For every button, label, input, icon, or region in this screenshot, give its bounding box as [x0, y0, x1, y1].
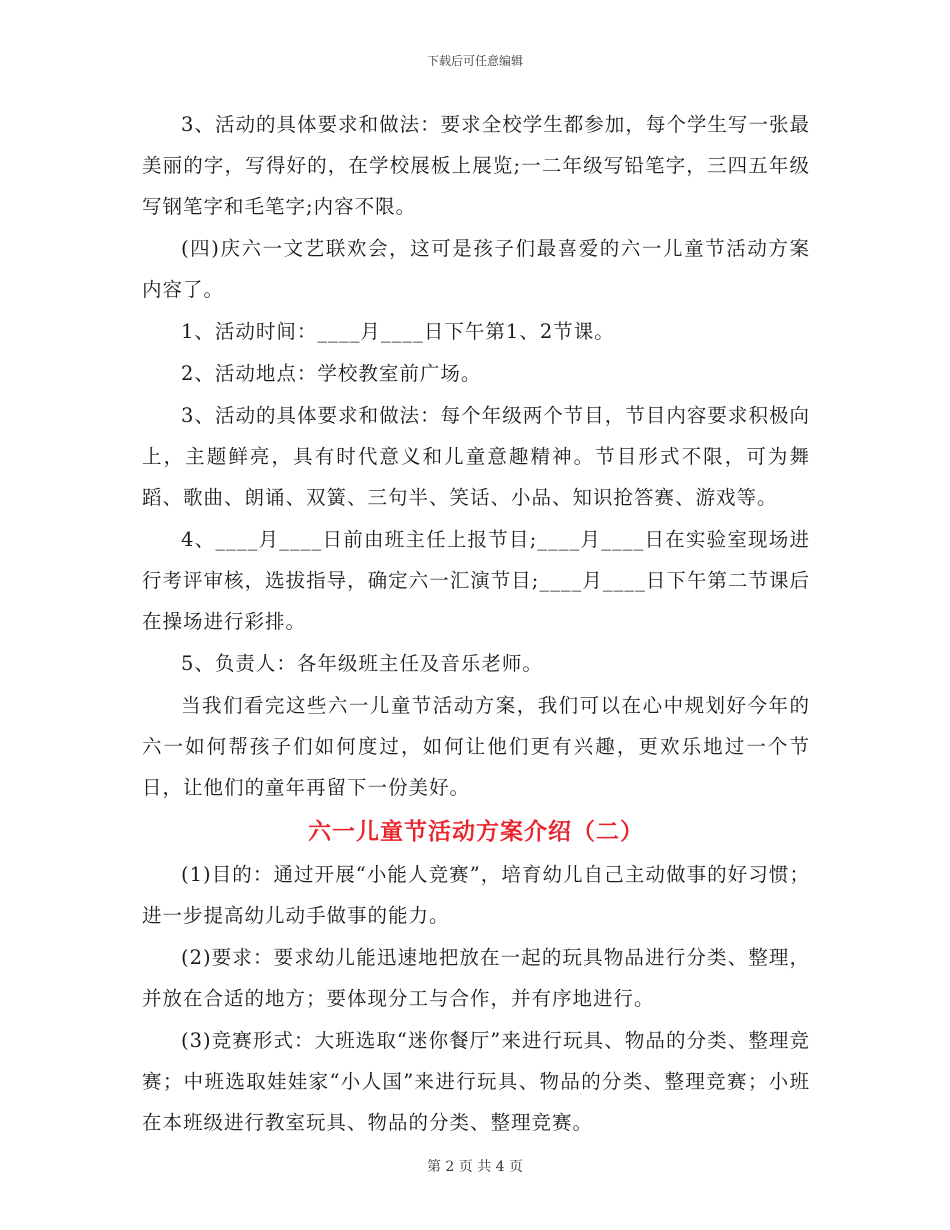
paragraph: (2)要求：要求幼儿能迅速地把放在一起的玩具物品进行分类、整理，并放在合适的地方；要体现分工与合作，并有序地进行。	[142, 946, 810, 1010]
paragraph: 4、____月____日前由班主任上报节目;____月____日在实验室现场进行考评审核，选拔指导，确定六一汇演节目;____月____日下午第二节课后在操场进行彩排。	[142, 528, 810, 633]
page-footer: 第 2 页 共 4 页	[426, 1159, 524, 1175]
section-heading: 六一儿童节活动方案介绍（二）	[308, 818, 644, 845]
paragraph: 2、活动地点：学校教室前广场。	[181, 362, 482, 385]
paragraph: 5、负责人：各年级班主任及音乐老师。	[181, 652, 543, 675]
paragraph: 1、活动时间：____月____日下午第1、2节课。	[181, 320, 615, 343]
document-body	[142, 104, 810, 1144]
page-header: 下载后可任意编辑	[426, 54, 523, 68]
paragraph: (1)目的：通过开展“小能人竞赛”，培育幼儿自己主动做事的好习惯；进一步提高幼儿动手做事的能力。	[142, 863, 810, 927]
paragraph: (3)竞赛形式：大班选取“迷你餐厅”来进行玩具、物品的分类、整理竞赛；中班选取娃娃家“小人国”来进行玩具、物品的分类、整理竞赛；小班在本班级进行教室玩具、物品的分类、整理竞赛。	[142, 1029, 810, 1134]
paragraph: 3、活动的具体要求和做法：每个年级两个节目，节目内容要求积极向上，主题鲜亮，具有时代意义和儿童意趣精神。节目形式不限，可为舞蹈、歌曲、朗诵、双簧、三句半、笑话、小品、知识抢答赛、游戏等。	[142, 404, 810, 509]
paragraph: 当我们看完这些六一儿童节活动方案，我们可以在心中规划好今年的六一如何帮孩子们如何度过，如何让他们更有兴趣，更欢乐地过一个节日，让他们的童年再留下一份美好。	[142, 694, 810, 799]
paragraph: (四)庆六一文艺联欢会，这可是孩子们最喜爱的六一儿童节活动方案内容了。	[142, 237, 810, 301]
paragraph: 3、活动的具体要求和做法：要求全校学生都参加，每个学生写一张最美丽的字，写得好的，在学校展板上展览;一二年级写铅笔字，三四五年级写钢笔字和毛笔字;内容不限。	[142, 113, 810, 218]
